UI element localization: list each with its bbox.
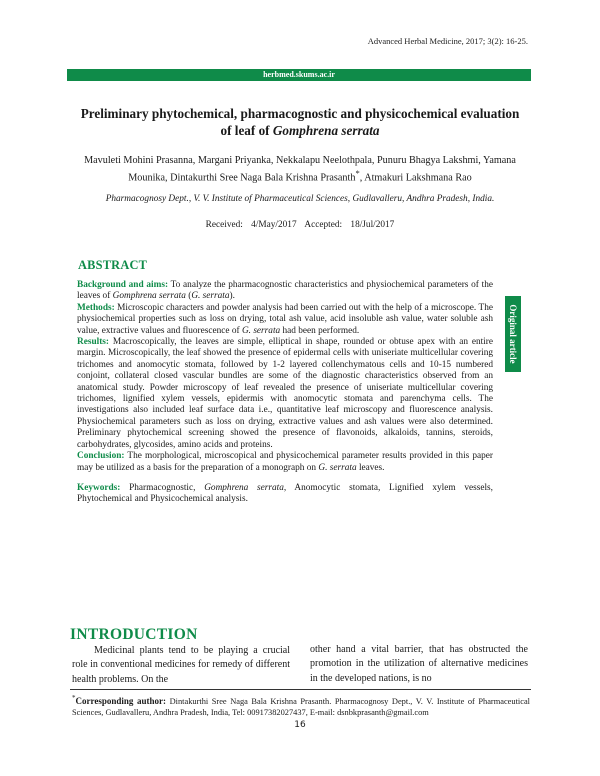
methods-abbr: G. serrata	[241, 325, 281, 336]
title-species: Gomphrena serrata	[272, 123, 380, 138]
corr-label: Corresponding author:	[75, 695, 167, 706]
introduction-left-text: Medicinal plants tend to be playing a crucial role in conventional medicines for remedy of different health problems. On the	[72, 645, 290, 685]
abstract-results	[77, 337, 493, 451]
background-text-b: (	[185, 291, 192, 302]
background-species: Gomphrena serrata	[112, 291, 186, 302]
keywords-text-b: , Anomocytic stomata, Lignified xylem vessels, Phytochemical and Physicochemical analysis.	[77, 482, 493, 505]
website-banner	[67, 69, 531, 81]
corresponding-author-note	[72, 693, 530, 719]
article-type-tab	[505, 296, 521, 372]
conclusion-abbr: G. serrata	[318, 462, 357, 473]
abstract-methods	[77, 303, 493, 337]
website-link[interactable]: herbmed.skums.ac.ir	[263, 70, 335, 79]
abstract-body	[77, 280, 493, 506]
keywords-label: Keywords:	[77, 482, 121, 493]
abstract-keywords	[77, 483, 493, 506]
abstract-heading: ABSTRACT	[78, 258, 148, 272]
methods-label: Methods:	[77, 302, 115, 313]
background-label: Background and aims:	[77, 280, 169, 290]
methods-text-b: had been performed.	[280, 325, 360, 336]
journal-citation: Advanced Herbal Medicine, 2017; 3(2): 16-25.	[367, 36, 528, 46]
abstract-background	[77, 280, 493, 303]
abstract-conclusion	[77, 451, 493, 474]
introduction-column-right	[310, 643, 528, 686]
corresponding-marker: *	[355, 168, 360, 179]
article-dates	[70, 219, 530, 231]
conclusion-text-b: leaves.	[356, 462, 385, 473]
accepted-date: Accepted: 18/Jul/2017	[304, 220, 395, 230]
corr-details: Dintakurthi Sree Naga Bala Krishna Prasanth. Pharmacognosy Dept., V. V. Institute of Pharmaceutical Sciences, Gudlavalleru, Andhra Pradesh, India, Tel: 00917382027437, E-mail: dsnbkprasanth@gmail.com	[72, 696, 530, 718]
article-title	[80, 105, 520, 139]
corr-marker: *	[72, 694, 76, 702]
received-date: Received: 4/May/2017	[205, 220, 297, 230]
footnote-divider	[70, 689, 531, 690]
keywords-text: Pharmacognostic,	[120, 482, 205, 493]
conclusion-label: Conclusion:	[77, 451, 125, 462]
author-list	[70, 154, 530, 185]
methods-text: Microscopic characters and powder analysis had been carried out with the help of a microscope. The physiochemical properties such as loss on drying, total ash value, acid insoluble ash value, water soluble ash value, extractive values and fluorescence of	[77, 302, 493, 336]
affiliation: Pharmacognosy Dept., V. V. Institute of Pharmaceutical Sciences, Gudlavalleru, Andhra Pradesh, India.	[105, 194, 495, 204]
conclusion-text: The morphological, microscopical and physicochemical parameter results provided in this paper may be utilized as a basis for the preparation of a monograph on	[77, 451, 493, 473]
keywords-species: Gomphrena serrata	[204, 482, 284, 493]
introduction-column-left	[72, 644, 290, 687]
authors-part-a: Mavuleti Mohini Prasanna, Margani Priyanka, Nekkalapu Neelothpala, Punuru Bhagya Lakshmi, Yamana Mounika, Dintakurthi Sree Naga Bala Krishna Prasanth	[84, 155, 516, 184]
authors-part-b: , Atmakuri Lakshmana Rao	[359, 172, 472, 184]
title-main: Preliminary phytochemical, pharmacognostic and physicochemical evaluation of leaf of	[80, 106, 520, 138]
background-text: To analyze the pharmacognostic characteristics and physiochemical parameters of the leaves of	[77, 280, 493, 302]
results-text: Macroscopically, the leaves are simple, elliptical in shape, rounded or obtuse apex with an entire margin. Microscopically, the leaf showed the presence of epidermal cells with uniseriate multicellular covering trichomes and anomocytic stomata, followed by 1-2 layered collenchymatous cells and 10-15 numbered conjoint, collateral closed vascular bundles are some of the diagnostic characteristics observed from an anatomical study. Powder microscopy of leaf revealed the presence of uniseriate multicellular covering trichomes, lignified xylem vessels, epidermis with anomocytic stomata and parenchyma cells. The investigations also included leaf surface data i.e., quantitative leaf microscopy and fluorescence analysis. Physiochemical parameters such as loss on drying, extractive values and ash values were also determined. Preliminary phytochemical screening showed the presence of flavonoids, alkaloids, tannins, steroids, carbohydrates, glycosides, amino acids and proteins.	[77, 337, 493, 450]
background-text-c: ).	[229, 291, 235, 302]
introduction-heading: INTRODUCTION	[70, 626, 198, 643]
page-number: 16	[294, 720, 306, 730]
article-type-label: Original article	[508, 304, 518, 364]
results-label: Results:	[77, 337, 110, 348]
background-abbr: G. serrata	[191, 291, 230, 302]
introduction-right-text: other hand a vital barrier, that has obstructed the promotion in the utilization of alternative medicines in the developed nations, is no	[310, 644, 528, 684]
